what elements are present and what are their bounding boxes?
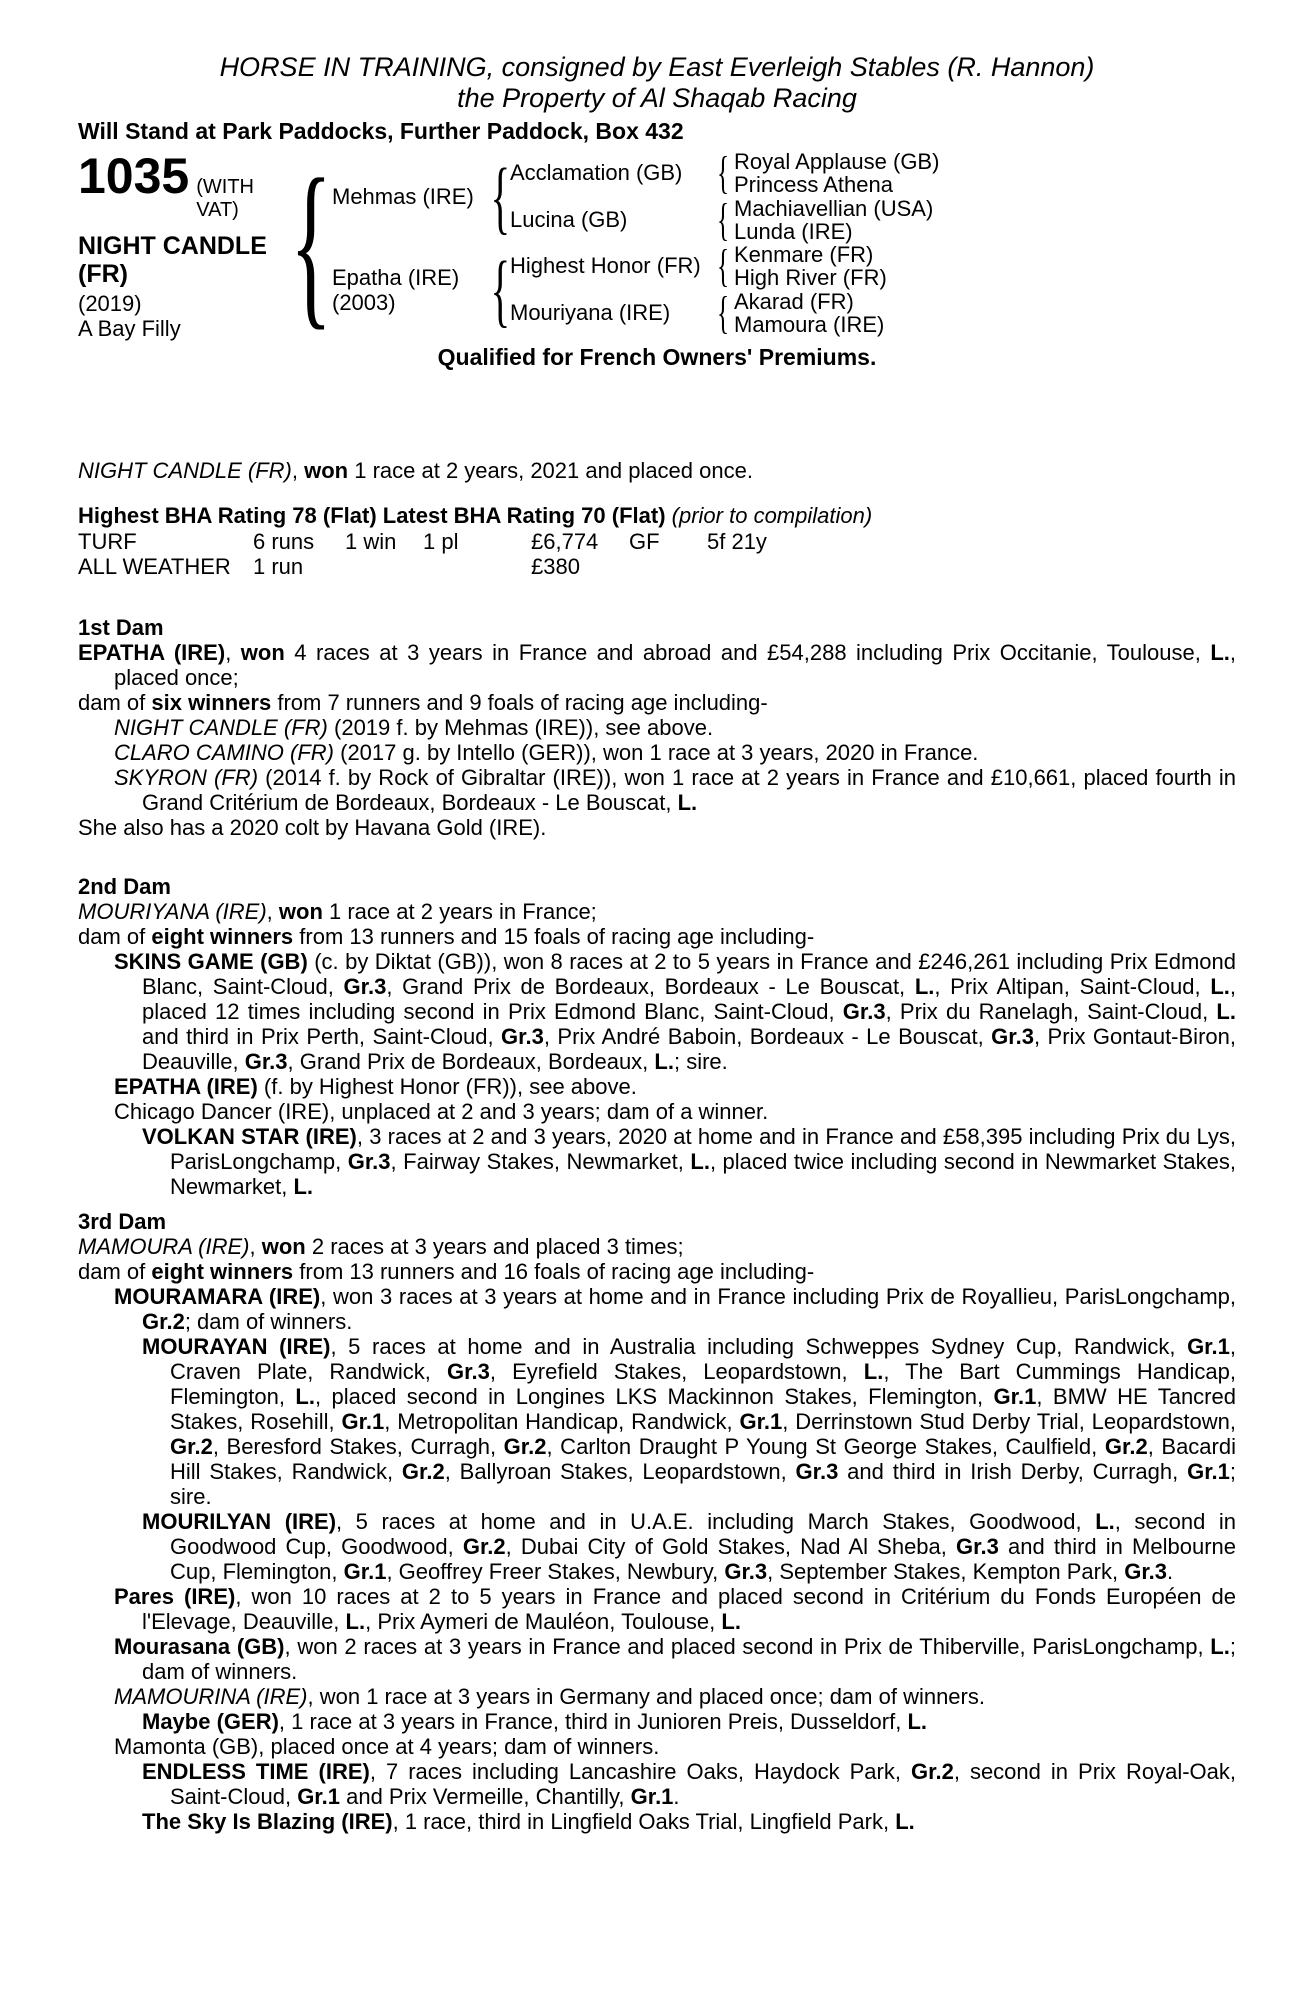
earnings-cell: £380 (531, 554, 580, 579)
pedigree-paragraph: MOURAMARA (IRE), won 3 races at 3 years at home and in France including Prix de Royallieu, ParisLongchamp, Gr.2; dam of winners. (114, 1284, 1237, 1334)
pedigree-paragraph: EPATHA (IRE), won 4 races at 3 years in France and abroad and £54,288 including Prix Occitanie, Toulouse, L., placed once; (78, 640, 1236, 690)
bha-ratings-line (78, 503, 1236, 528)
lot-vat-note: (WITH VAT) (196, 176, 254, 221)
brace-icon: { (716, 240, 730, 292)
gen4-name: Kenmare (FR) (734, 242, 874, 268)
bha-ratings: Highest BHA Rating 78 (Flat) Latest BHA Rating 70 (Flat) (78, 503, 666, 528)
brace-icon: { (716, 286, 730, 338)
runs-cell: 1 run (253, 554, 304, 579)
sire-dam-name: Lucina (GB) (510, 206, 628, 232)
pedigree-paragraph: She also has a 2020 colt by Havana Gold (IRE). (78, 815, 547, 840)
sire-parents-group (484, 150, 712, 243)
pedigree-paragraph: ENDLESS TIME (IRE), 7 races including Lancashire Oaks, Haydock Park, Gr.2, second in Prix Royal-Oak, Saint-Cloud, Gr.1 and Prix Vermeille, Chantilly, Gr.1. (142, 1759, 1236, 1809)
header-owner: the Property of Al Shaqab Racing (457, 83, 857, 113)
dam-sire-name: Highest Honor (FR) (510, 253, 701, 279)
horse-description: A Bay Filly (78, 316, 181, 341)
earnings-cell: £6,774 (531, 529, 599, 554)
sire-parents (510, 150, 712, 243)
gen4-name: Mamoura (IRE) (734, 311, 885, 337)
ratings-note: (prior to compilation) (671, 503, 873, 528)
dam-parents (510, 243, 712, 336)
brace-icon: { (290, 140, 332, 345)
pedigree-paragraph: MOURIYANA (IRE), won 1 race at 2 years in France; (78, 899, 597, 924)
pedigree-paragraph: SKINS GAME (GB) (c. by Diktat (GB)), won 8 races at 2 to 5 years in France and £246,261 including Prix Edmond Blanc, Saint-Cloud, Gr.3, Grand Prix de Bordeaux, Bordeaux - Le Bouscat, L., Prix Altipan, Saint-Cloud, L., placed 12 times including second in Prix Edmond Blanc, Saint-Cloud, Gr.3, Prix du Ranelagh, Saint-Cloud, L. and third in Prix Perth, Saint-Cloud, Gr.3, Prix André Baboin, Bordeaux - Le Bouscat, Gr.3, Prix Gontaut-Biron, Deauville, Gr.3, Grand Prix de Bordeaux, Bordeaux, L.; sire. (114, 949, 1236, 1074)
going-cell (629, 554, 707, 579)
pedigree-paragraph: NIGHT CANDLE (FR) (2019 f. by Mehmas (IRE)), see above. (114, 715, 714, 740)
dam-sections (78, 615, 1236, 1834)
runs-cell: 6 runs (253, 529, 315, 554)
generation-4-column (712, 147, 1236, 338)
pedigree-paragraph: MOURAYAN (IRE), 5 races at home and in Australia including Schweppes Sydney Cup, Randwick, Gr.1, Craven Plate, Randwick, Gr.3, Eyrefield Stakes, Leopardstown, L., The Bart Cummings Handicap, Flemington, L., placed second in Longines LKS Mackinnon Stakes, Flemington, Gr.1, BMW HE Tancred Stakes, Rosehill, Gr.1, Metropolitan Handicap, Randwick, Gr.1, Derrinstown Stud Derby Trial, Leopardstown, Gr.2, Beresford Stakes, Curragh, Gr.2, Carlton Draught P Young St George Stakes, Caulfield, Gr.2, Bacardi Hill Stakes, Randwick, Gr.2, Ballyroan Stakes, Leopardstown, Gr.3 and third in Irish Derby, Curragh, Gr.1; sire. (142, 1334, 1237, 1509)
gen4-name: Machiavellian (USA) (734, 195, 934, 221)
dam-dam-name: Mouriyana (IRE) (510, 299, 671, 325)
lot-column (78, 148, 290, 341)
dam-section (78, 615, 1236, 840)
dam-heading: 2nd Dam (78, 874, 171, 899)
distance-cell: 5f 21y (707, 529, 767, 554)
places-cell: 1 pl (423, 529, 459, 554)
distance-cell (707, 554, 1236, 579)
horse-name: NIGHT CANDLE (FR) (78, 232, 267, 288)
wins-cell (345, 554, 423, 579)
going-cell: GF (629, 529, 660, 554)
pedigree-paragraph: Pares (IRE), won 10 races at 2 to 5 years in France and placed second in Critérium du Fonds Européen de l'Elevage, Deauville, L., Prix Aymeri de Mauléon, Toulouse, L. (114, 1584, 1236, 1634)
lot-line (78, 150, 290, 222)
gen4-pair (712, 286, 1236, 338)
horse-foaled-year: (2019) (78, 291, 142, 316)
surface-cell: ALL WEATHER (78, 554, 231, 579)
pedigree-paragraph: EPATHA (IRE) (f. by Highest Honor (FR)), see above. (114, 1074, 637, 1099)
gen4-names (734, 290, 884, 336)
wins-cell: 1 win (345, 529, 397, 554)
gen4-name: Princess Athena (734, 172, 893, 198)
pedigree-paragraph: Mourasana (GB), won 2 races at 3 years in France and placed second in Prix de Thiberville, ParisLongchamp, L.; dam of winners. (114, 1634, 1236, 1684)
pedigree-paragraph: Maybe (GER), 1 race at 3 years in France, third in Junioren Preis, Dusseldorf, L. (142, 1709, 927, 1734)
sire-name: Mehmas (IRE) (332, 184, 474, 209)
premium-note: Qualified for French Owners' Premiums. (437, 344, 877, 370)
gen4-name: Royal Applause (GB) (734, 149, 940, 175)
race-record-summary: NIGHT CANDLE (FR), won 1 race at 2 years, 2021 and placed once. (78, 458, 753, 483)
header-consignor: HORSE IN TRAINING, consigned by East Everleigh Stables (R. Hannon) (219, 52, 1095, 82)
dam-name: Epatha (IRE) (332, 264, 460, 290)
gen4-name: Akarad (FR) (734, 288, 854, 314)
dam-section (78, 874, 1236, 1199)
table-row (78, 554, 1236, 579)
dam-heading: 3rd Dam (78, 1209, 167, 1234)
dam-section (78, 1209, 1236, 1834)
pedigree-main-brace (290, 140, 332, 345)
brace-icon: { (490, 150, 511, 242)
gen4-names (734, 243, 887, 289)
dam-parents-group (484, 243, 712, 336)
brace-icon: { (716, 147, 730, 199)
race-record-table (78, 529, 1236, 579)
brace-icon: { (490, 243, 511, 335)
pedigree-paragraph: MAMOURINA (IRE), won 1 race at 3 years in Germany and placed once; dam of winners. (114, 1684, 985, 1709)
sire-sire-name: Acclamation (GB) (510, 160, 683, 186)
pedigree-paragraph: The Sky Is Blazing (IRE), 1 race, third in Lingfield Oaks Trial, Lingfield Park, L. (142, 1809, 915, 1834)
pedigree-table (78, 140, 1236, 345)
pedigree-paragraph: CLARO CAMINO (FR) (2017 g. by Intello (GER)), won 1 race at 3 years, 2020 in France. (114, 740, 979, 765)
gen4-name: High River (FR) (734, 265, 887, 291)
header-stand-location: Will Stand at Park Paddocks, Further Paddock, Box 432 (78, 118, 684, 144)
sire-cell (332, 150, 484, 243)
gen4-name: Lunda (IRE) (734, 218, 853, 244)
pedigree-paragraph: Mamonta (GB), placed once at 4 years; dam of winners. (114, 1734, 660, 1759)
gen4-names (734, 197, 933, 243)
table-row (78, 529, 1236, 554)
pedigree-paragraph: MOURILYAN (IRE), 5 races at home and in U.A.E. including March Stakes, Goodwood, L., second in Goodwood Cup, Goodwood, Gr.2, Dubai City of Gold Stakes, Nad Al Sheba, Gr.3 and third in Melbourne Cup, Flemington, Gr.1, Geoffrey Freer Stakes, Newbury, Gr.3, September Stakes, Kempton Park, Gr.3. (142, 1509, 1237, 1584)
pedigree-paragraph: VOLKAN STAR (IRE), 3 races at 2 and 3 years, 2020 at home and in France and £58,395 including Prix du Lys, ParisLongchamp, Gr.3, Fairway Stakes, Newmarket, L., placed twice including second in Newmarket Stakes, Newmarket, L. (142, 1124, 1236, 1199)
gen4-pair (712, 240, 1236, 292)
pedigree-paragraph: dam of six winners from 7 runners and 9 foals of racing age including- (78, 690, 768, 715)
generation-2-column (332, 150, 484, 336)
generation-3-column (484, 150, 712, 336)
pedigree-paragraph: SKYRON (FR) (2014 f. by Rock of Gibraltar (IRE)), won 1 race at 2 years in France and £10,661, placed fourth in Grand Critérium de Bordeaux, Bordeaux - Le Bouscat, L. (114, 765, 1237, 815)
pedigree-paragraph: dam of eight winners from 13 runners and 15 foals of racing age including- (78, 924, 815, 949)
gen4-pair (712, 147, 1236, 199)
brace-icon: { (716, 193, 730, 245)
dam-year: (2003) (332, 289, 396, 315)
places-cell (423, 554, 531, 579)
surface-cell: TURF (78, 529, 137, 554)
pedigree-paragraph: MAMOURA (IRE), won 2 races at 3 years and placed 3 times; (78, 1234, 684, 1259)
pedigree-paragraph: dam of eight winners from 13 runners and 16 foals of racing age including- (78, 1259, 815, 1284)
pedigree-paragraph: Chicago Dancer (IRE), unplaced at 2 and 3 years; dam of a winner. (114, 1099, 769, 1124)
gen4-names (734, 150, 939, 196)
race-record (78, 458, 1236, 579)
lot-number: 1035 (78, 148, 190, 204)
gen4-pair (712, 193, 1236, 245)
dam-heading: 1st Dam (78, 615, 164, 640)
dam-cell (332, 243, 484, 336)
